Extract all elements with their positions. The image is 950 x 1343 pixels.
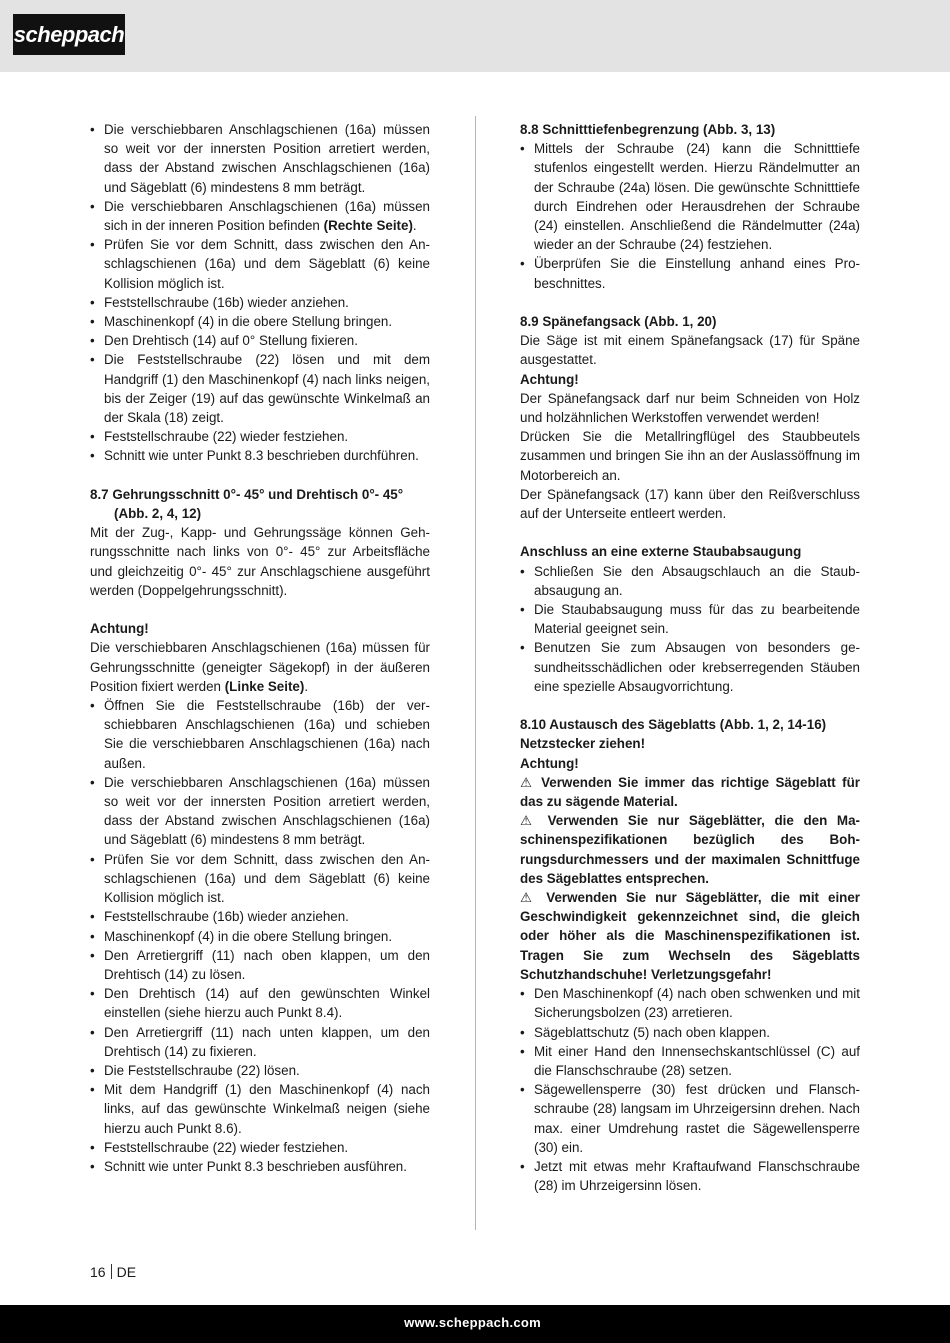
list-item: • Sägewellensperre (30) fest drücken und Flanschschraube (28) langsam im Uhrzeigersinn drehen. Nach max. einer Umdrehung rastet die Sägewellensperre (30) ein. xyxy=(520,1080,860,1157)
list-item: • Feststellschraube (22) wieder festziehen. xyxy=(90,427,430,446)
website-link[interactable]: www.scheppach.com xyxy=(404,1315,541,1330)
list-item: • Mit einer Hand den Innensechskantschlüssel (C) auf die Flanschschraube (28) setzen. xyxy=(520,1042,860,1080)
emphasis-text: (Rechte Seite) xyxy=(323,218,413,234)
bullet-list-dust xyxy=(520,562,860,696)
list-item: • Die verschiebbaren Anschlagschienen (16a) müssen sich in der inneren Position befinden (Rechte Seite). xyxy=(90,197,430,235)
section-heading-8-9: 8.9 Spänefangsack (Abb. 1, 20) xyxy=(520,314,717,330)
list-item: • Den Arretiergriff (11) nach oben klappen, um den Drehtisch (14) zu lösen. xyxy=(90,946,430,984)
warning-paragraph xyxy=(520,773,860,811)
bullet-list-8-8 xyxy=(520,139,860,293)
page-header xyxy=(0,0,950,72)
list-item: • Den Drehtisch (14) auf den gewünschten Winkel einstellen (siehe hierzu auch Punkt 8.4). xyxy=(90,984,430,1022)
list-item: • Maschinenkopf (4) in die obere Stellung bringen. xyxy=(90,312,430,331)
warning-paragraph xyxy=(520,888,860,984)
warning-paragraph xyxy=(520,811,860,888)
bullet-list-2 xyxy=(90,696,430,1176)
section-heading-dust: Anschluss an eine externe Staubabsaugung xyxy=(520,544,802,560)
warning-text: Verwenden Sie nur Sägeblätter, die mit einer Geschwindigkeit gekennzeichnet sind, die gleich oder höher als die Maschinenspezifikationen ist. Tragen Sie zum Wechseln des Sägeblatts Schutzhandschuhe! Verletzungsgefahr! xyxy=(520,890,860,982)
right-column xyxy=(520,120,860,1195)
section-heading-8-7: 8.7 Gehrungsschnitt 0°- 45° und Drehtisch 0°- 45° (Abb. 2, 4, 12) xyxy=(90,486,404,522)
list-item: • Den Maschinenkopf (4) nach oben schwenken und mit Sicherungsbolzen (23) arretieren. xyxy=(520,984,860,1022)
list-item: • Schließen Sie den Absaugschlauch an die Staubabsaugung an. xyxy=(520,562,860,600)
warning-icon: ⚠ xyxy=(520,890,538,906)
paragraph: Die Säge ist mit einem Spänefangsack (17) für Späne ausgestattet. xyxy=(520,333,860,368)
list-item: • Schnitt wie unter Punkt 8.3 beschrieben ausführen. xyxy=(90,1157,430,1176)
list-item: • Maschinenkopf (4) in die obere Stellung bringen. xyxy=(90,927,430,946)
list-item: • Mit dem Handgriff (1) den Maschinenkopf (4) nach links, auf das gewünschte Winkelmaß neigen (siehe hierzu auch Punkt 8.6). xyxy=(90,1080,430,1138)
list-item: • Überprüfen Sie die Einstellung anhand eines Probeschnittes. xyxy=(520,254,860,292)
list-item: • Feststellschraube (16b) wieder anziehen. xyxy=(90,907,430,926)
list-item: • Benutzen Sie zum Absaugen von besonders gesundheitsschädlichen oder krebserregenden Stäuben eine spezielle Absaugvorrichtung. xyxy=(520,638,860,696)
page-footer xyxy=(0,1305,950,1343)
warning-text: Verwenden Sie nur Sägeblätter, die den Maschinenspezifikationen bezüglich des Bohrungsdurchmessers und der maximalen Schnittfuge des Sägeblattes entsprechen. xyxy=(520,813,860,886)
list-item: • Mittels der Schraube (24) kann die Schnitttiefe stufenlos eingestellt werden. Hierzu Rändelmutter an der Schraube (24a) lösen. Die gewünschte Schnitttiefe durch Eindrehen oder Herausdrehen der Schraube (24) einstellen. Anschließend die Rändelmutter (24a) wieder an der Schraube (24) festziehen. xyxy=(520,139,860,254)
attention-heading: Achtung! xyxy=(90,621,149,637)
section-heading-8-8: 8.8 Schnitttiefenbegrenzung (Abb. 3, 13) xyxy=(520,122,776,137)
list-item: • Jetzt mit etwas mehr Kraftaufwand Flanschschraube (28) im Uhrzeigersinn lösen. xyxy=(520,1157,860,1195)
emphasis-text: (Linke Seite) xyxy=(224,678,305,694)
list-item: • Prüfen Sie vor dem Schnitt, dass zwischen den Anschlagschienen (16a) und dem Sägeblatt (6) keine Kollision möglich ist. xyxy=(90,235,430,293)
list-item: • Die verschiebbaren Anschlagschienen (16a) müssen so weit vor der innersten Position arretiert werden, dass der Abstand zwischen Anschlagschienen (16a) und Sägeblatt (6) mindestens 8 mm beträgt. xyxy=(90,120,430,197)
list-item: • Den Arretiergriff (11) nach unten klappen, um den Drehtisch (14) zu fixieren. xyxy=(90,1023,430,1061)
attention-heading: Achtung! xyxy=(520,755,579,771)
column-divider xyxy=(475,116,476,1230)
page-separator xyxy=(111,1264,112,1279)
unplug-warning: Netzstecker ziehen! xyxy=(520,736,646,752)
list-item: • Die Feststellschraube (22) lösen. xyxy=(90,1061,430,1080)
list-item: • Die Feststellschraube (22) lösen und mit dem Handgriff (1) den Maschinenkopf (4) nach links neigen, bis der Zeiger (19) auf das gewünschte Winkelmaß an der Skala (18) zeigt. xyxy=(90,350,430,427)
list-item: • Öffnen Sie die Feststellschraube (16b) der verschiebbaren Anschlagschienen (16a) und schieben Sie die verschiebbaren Anschlagschienen (16a) nach außen. xyxy=(90,696,430,773)
list-item: • Den Drehtisch (14) auf 0° Stellung fixieren. xyxy=(90,331,430,350)
bullet-list-8-10 xyxy=(520,984,860,1195)
bullet-list-1 xyxy=(90,120,430,466)
paragraph: Der Spänefangsack darf nur beim Schneiden von Holz und holzähnlichen Werkstoffen verwendet werden! xyxy=(520,390,860,426)
warning-icon: ⚠ xyxy=(520,813,538,829)
paragraph: Der Spänefangsack (17) kann über den Reißverschluss auf der Unterseite entleert werden. xyxy=(520,486,860,522)
paragraph-text: Die verschiebbaren Anschlagschienen (16a) müssen für Gehrungsschnitte (geneigter Sägekopf) in der äußeren Position fixiert werden xyxy=(90,640,430,694)
list-item: • Schnitt wie unter Punkt 8.3 beschrieben durchführen. xyxy=(90,446,430,465)
paragraph: Die verschiebbaren Anschlagschienen (16a) müssen für Gehrungsschnitte (geneigter Sägekopf) in der äußeren Position fixiert werden (Linke Seite). xyxy=(90,640,430,694)
language-code: DE xyxy=(116,1264,137,1280)
list-item: • Die verschiebbaren Anschlagschienen (16a) müssen so weit vor der innersten Position arretiert werden, dass der Abstand zwischen Anschlagschienen (16a) und Sägeblatt (6) mindestens 8 mm beträgt. xyxy=(90,773,430,850)
list-item: • Sägeblattschutz (5) nach oben klappen. xyxy=(520,1023,860,1042)
list-item: • Feststellschraube (22) wieder festziehen. xyxy=(90,1138,430,1157)
list-item: • Feststellschraube (16b) wieder anziehen. xyxy=(90,293,430,312)
attention-heading: Achtung! xyxy=(520,371,579,387)
list-item: • Die Staubabsaugung muss für das zu bearbeitende Material geeignet sein. xyxy=(520,600,860,638)
left-column xyxy=(90,120,430,1176)
brand-logo: scheppach xyxy=(13,14,125,55)
warning-text: Verwenden Sie immer das richtige Sägeblatt für das zu sägende Material. xyxy=(520,774,860,810)
section-heading-8-10: 8.10 Austausch des Sägeblatts (Abb. 1, 2, 14-16) xyxy=(520,717,827,733)
warning-icon: ⚠ xyxy=(520,774,535,790)
paragraph: Drücken Sie die Metallringflügel des Staubbeutels zusammen und bringen Sie ihn an der Auslassöffnung im Motorbereich an. xyxy=(520,429,860,483)
page-number: 16 xyxy=(90,1264,106,1280)
page-number-label xyxy=(90,1264,136,1280)
list-item-text: Die verschiebbaren Anschlagschienen (16a) müssen sich in der inneren Position befinden xyxy=(104,198,430,234)
paragraph: Mit der Zug-, Kapp- und Gehrungssäge können Gehrungsschnitte nach links von 0°- 45° zur Arbeitsfläche und gleichzeitig 0°- 45° zur Anschlagschiene ausgeführt werden (Doppelgehrungsschnitt). xyxy=(90,525,430,598)
list-item: • Prüfen Sie vor dem Schnitt, dass zwischen den Anschlagschienen (16a) und dem Sägeblatt (6) keine Kollision möglich ist. xyxy=(90,850,430,908)
